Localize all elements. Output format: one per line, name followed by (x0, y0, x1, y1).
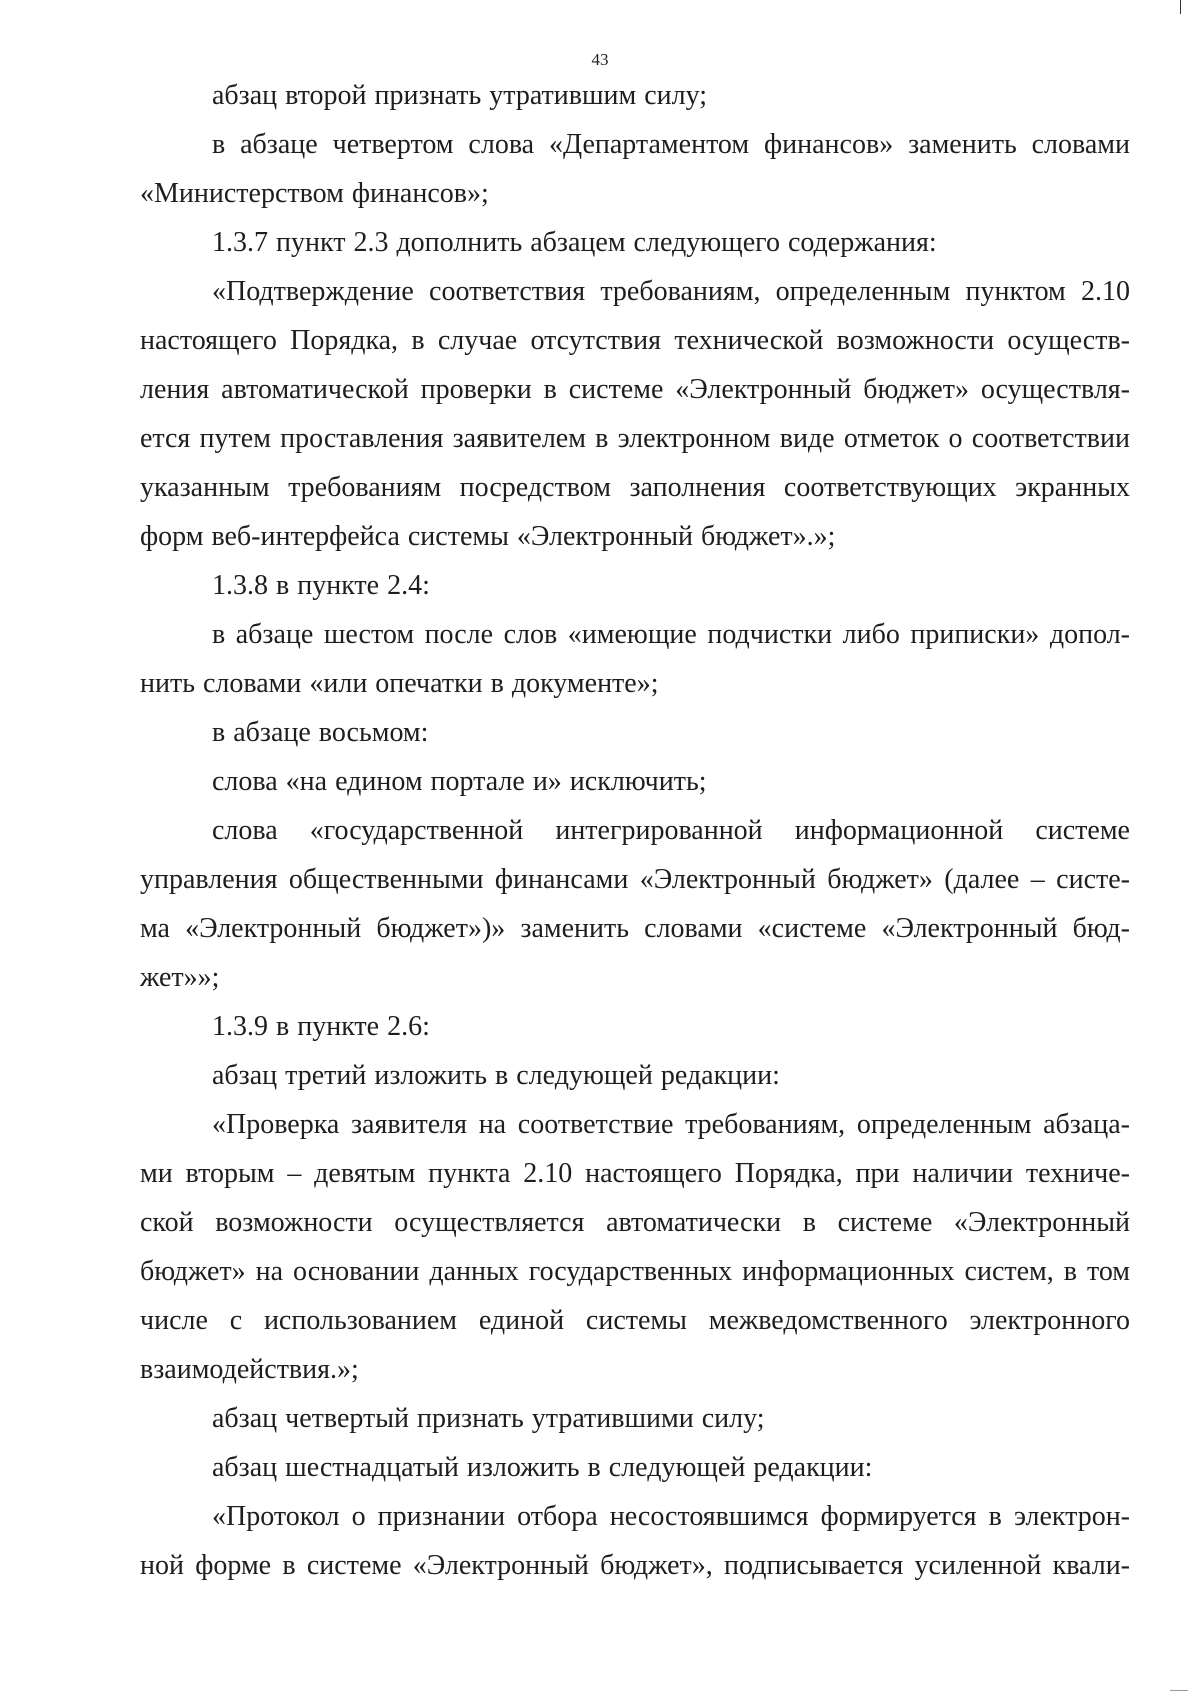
text-line: 1.3.8 в пункте 2.4: (212, 570, 430, 601)
text-line: управления общественными финансами «Электронный бюджет» (далее – систе- (140, 864, 1130, 895)
text-line: нить словами «или опечатки в документе»; (140, 668, 659, 699)
text-line: «Министерством финансов»; (140, 178, 489, 209)
text-line: «Проверка заявителя на соответствие требованиям, определенным абзаца- (212, 1109, 1130, 1140)
page-number: 43 (591, 50, 609, 69)
text-line: в абзаце четвертом слова «Департаментом финансов» заменить словами (212, 129, 1130, 160)
text-line: 1.3.7 пункт 2.3 дополнить абзацем следующего содержания: (212, 227, 937, 258)
text-line: форм веб-интерфейса системы «Электронный бюджет».»; (140, 521, 836, 552)
text-line: ма «Электронный бюджет»)» заменить словами «системе «Электронный бюд- (140, 913, 1130, 944)
text-line: ется путем проставления заявителем в электронном виде отметок о соответствии (140, 423, 1130, 454)
text-line: указанным требованиям посредством заполнения соответствующих экранных (140, 472, 1130, 503)
text-line: ской возможности осуществляется автоматически в системе «Электронный (140, 1207, 1130, 1238)
text-line: абзац четвертый признать утратившими силу; (212, 1403, 765, 1434)
text-line: абзац второй признать утратившим силу; (212, 80, 708, 111)
text-line: ления автоматической проверки в системе «Электронный бюджет» осуществля- (140, 374, 1130, 405)
text-line: числе с использованием единой системы межведомственного электронного (140, 1305, 1130, 1336)
text-line: настоящего Порядка, в случае отсутствия технической возможности осуществ- (140, 325, 1130, 356)
text-line: «Подтверждение соответствия требованиям, определенным пунктом 2.10 (212, 276, 1130, 307)
text-line: взаимодействия.»; (140, 1354, 359, 1385)
scan-mark-bottom-right (1170, 1690, 1188, 1691)
text-line: 1.3.9 в пункте 2.6: (212, 1011, 430, 1042)
text-line: жет»»; (140, 962, 220, 993)
text-line: бюджет» на основании данных государственных информационных систем, в том (140, 1256, 1130, 1287)
text-line: слова «на едином портале и» исключить; (212, 766, 707, 797)
text-line: абзац третий изложить в следующей редакции: (212, 1060, 780, 1091)
text-line: ной форме в системе «Электронный бюджет», подписывается усиленной квали- (140, 1550, 1130, 1581)
text-line: абзац шестнадцатый изложить в следующей редакции: (212, 1452, 873, 1483)
text-line: в абзаце восьмом: (212, 717, 429, 748)
document-body (140, 73, 1130, 1592)
scan-mark-top-right (1180, 0, 1181, 14)
text-line: ми вторым – девятым пункта 2.10 настоящего Порядка, при наличии техниче- (140, 1158, 1130, 1189)
text-line: в абзаце шестом после слов «имеющие подчистки либо приписки» допол- (212, 619, 1130, 650)
text-line: «Протокол о признании отбора несостоявшимся формируется в электрон- (212, 1501, 1130, 1532)
text-line: слова «государственной интегрированной информационной системе (212, 815, 1130, 846)
